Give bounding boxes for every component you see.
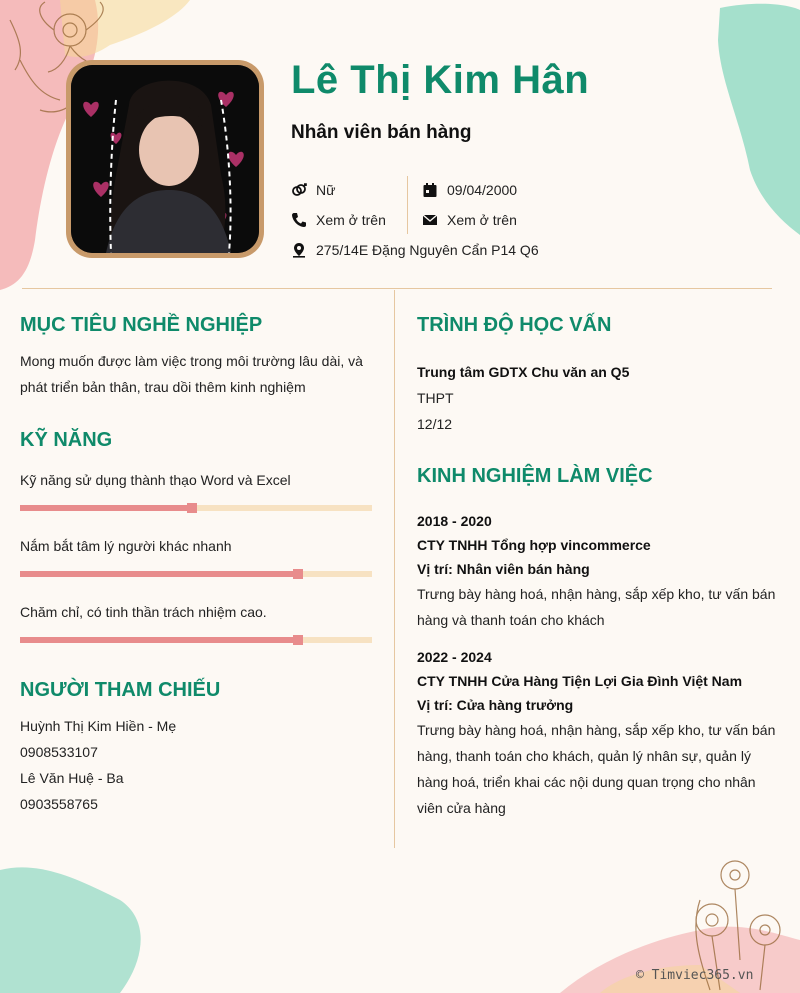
gender-row [291,182,335,198]
career-objective-line: Mong muốn được làm việc trong môi trường lâu dài, và [20,353,363,369]
avatar-frame [66,60,264,258]
address-row [291,242,539,258]
job-title: Nhân viên bán hàng [291,122,472,143]
skill-bar-knob [293,569,303,579]
skill-bar [20,505,372,511]
avatar-photo [71,65,259,253]
reference-line: 0903558765 [20,796,98,812]
experience-desc-line: hàng, thanh toán cho khách, quản lý nhân sự, quản lý [417,748,751,764]
header-bottom-divider [22,288,772,289]
experience-desc-line: hàng và thanh toán cho khách [417,612,605,628]
avatar [71,65,259,253]
location-pin-icon [291,242,307,258]
experience-position: Vị trí: Nhân viên bán hàng [417,561,590,577]
phone-icon [291,212,307,228]
skill-label: Nắm bắt tâm lý người khác nhanh [20,538,232,554]
experience-desc-line: hàng hoá, triển khai các nội dung quan trọng cho nhân [417,774,756,790]
career-objective-text [20,348,378,400]
email-icon [422,212,438,228]
experience-item [417,645,774,821]
career-objective-line: phát triển bản thân, trau dồi thêm kinh nghiệm [20,379,306,395]
experience-item [417,509,774,633]
email-value: Xem ở trên [447,212,517,228]
experience-title: KINH NGHIỆM LÀM VIỆC [417,465,653,487]
phone-value: Xem ở trên [316,212,386,228]
experience-period: 2022 - 2024 [417,649,492,665]
education-grade: 12/12 [417,416,453,432]
skill-bar [20,637,372,643]
education-degree: THPT [417,390,454,406]
skill-bar-fill [20,571,298,577]
skill-bar [20,571,372,577]
footer-watermark[interactable]: © Timviec365.vn [636,968,754,983]
skill-bar-fill [20,505,192,511]
reference-line: Lê Văn Huệ - Ba [20,770,124,786]
header-divider [407,176,408,234]
gender-value: Nữ [316,182,336,198]
references-title: NGƯỜI THAM CHIẾU [20,679,221,701]
experience-position: Vị trí: Cửa hàng trưởng [417,697,574,713]
birthday-value: 09/04/2000 [447,182,518,198]
skill-bar-fill [20,637,298,643]
gender-icon [291,182,307,198]
experience-desc-line: Trưng bày hàng hoá, nhận hàng, sắp xếp kho, tư vấn bán [417,722,776,738]
reference-line: 0908533107 [20,744,98,760]
skill-bar-knob [293,635,303,645]
skill-label: Kỹ năng sử dụng thành thạo Word và Excel [20,472,291,488]
experience-company: CTY TNHH Cửa Hàng Tiện Lợi Gia Đình Việt Nam [417,673,743,689]
experience-desc-line: Trưng bày hàng hoá, nhận hàng, sắp xếp kho, tư vấn bán [417,586,776,602]
reference-line: Huỳnh Thị Kim Hiền - Mẹ [20,718,177,734]
birthday-row [422,182,517,198]
address-value: 275/14E Đặng Nguyên Cẩn P14 Q6 [316,242,539,258]
calendar-icon [422,182,438,198]
skills-title: KỸ NĂNG [20,429,113,451]
skill-bar-knob [187,503,197,513]
experience-company: CTY TNHH Tổng hợp vincommerce [417,537,651,553]
education-title: TRÌNH ĐỘ HỌC VẤN [417,314,612,336]
references-list [20,713,176,817]
column-divider [394,290,395,848]
phone-row [291,212,386,228]
experience-period: 2018 - 2020 [417,513,492,529]
skill-label: Chăm chỉ, có tinh thần trách nhiệm cao. [20,604,267,620]
education-block [417,359,629,437]
candidate-name: Lê Thị Kim Hân [291,58,590,102]
education-school: Trung tâm GDTX Chu văn an Q5 [417,364,630,380]
email-row [422,212,517,228]
experience-desc-line: viên cửa hàng [417,800,506,816]
career-objective-title: MỤC TIÊU NGHỀ NGHIỆP [20,314,263,336]
